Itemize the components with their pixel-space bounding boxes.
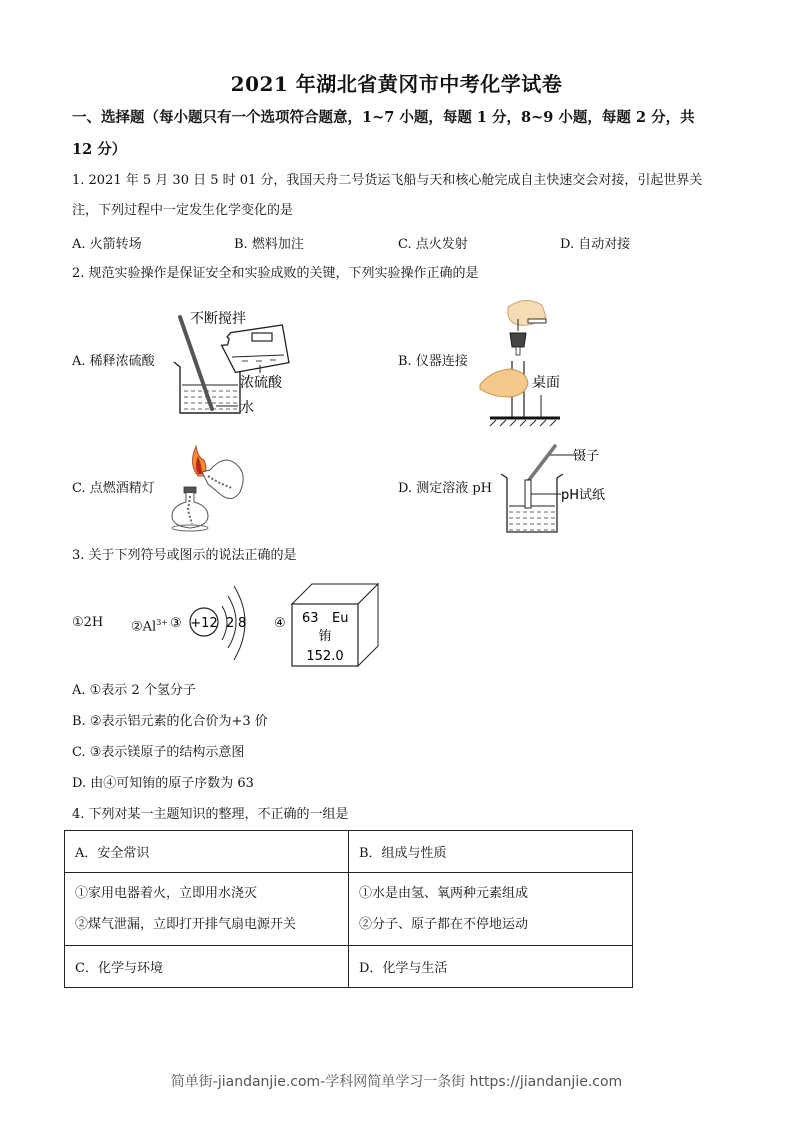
section-heading — [72, 102, 732, 166]
cell-a-item-1: ①家用电器着火，立即用水浇灭 — [75, 886, 258, 901]
element-name: 铕 — [318, 629, 332, 644]
water-label: 水 — [240, 400, 254, 416]
shell-2-electrons: 8 — [238, 616, 247, 631]
tweezers-label: 镊子 — [573, 449, 600, 464]
conc-sulfuric-label: 浓硫酸 — [240, 375, 282, 391]
cell-a-item-2: ②煤气泄漏，立即打开排气扇电源开关 — [75, 917, 297, 932]
q2-option-c-label[interactable]: C. 点燃酒精灯 — [72, 481, 155, 496]
page-title: 2021 年湖北省黄冈市中考化学试卷 — [230, 72, 563, 96]
symbol-al-charge: 3+ — [156, 618, 168, 627]
ph-paper-label: pH试纸 — [561, 488, 606, 503]
q2-option-d-label[interactable]: D. 测定溶液 pH — [398, 481, 493, 496]
europium-element-card — [272, 580, 382, 670]
cell-b-item-1: ①水是由氢、氧两种元素组成 — [359, 886, 529, 901]
section-heading-line2: 12 分） — [72, 141, 127, 158]
mark-4: ④ — [274, 616, 286, 631]
cell-b-content — [349, 873, 633, 946]
symbol-al-text: ②Al — [131, 619, 157, 635]
q3-option-a[interactable]: A. ①表示 2 个氢分子 — [72, 683, 196, 698]
cell-b-item-2: ②分子、原子都在不停地运动 — [359, 917, 529, 932]
cell-b-title: B．组成与性质 — [349, 831, 633, 873]
measure-ph-figure — [495, 442, 620, 537]
q1-option-b[interactable]: B. 燃料加注 — [234, 237, 304, 252]
atomic-number: 63 — [302, 611, 319, 626]
q4-stem: 4. 下列对某一主题知识的整理，不正确的一组是 — [72, 807, 349, 822]
mark-3: ③ — [170, 616, 182, 631]
cell-a-content — [65, 873, 349, 946]
cell-d-title: D．化学与生活 — [349, 946, 633, 988]
atomic-mass: 152.0 — [306, 649, 344, 664]
symbol-al3 — [131, 614, 168, 636]
q2-option-b-label[interactable]: B. 仪器连接 — [398, 354, 468, 369]
cell-c-title: C．化学与环境 — [65, 946, 349, 988]
alcohol-lamp-figure — [162, 440, 252, 535]
q1-stem-line2: 注，下列过程中一定发生化学变化的是 — [72, 203, 294, 218]
q1-option-d[interactable]: D. 自动对接 — [560, 237, 631, 252]
element-symbol: Eu — [332, 611, 349, 626]
magnesium-atom-structure — [168, 582, 273, 664]
q3-option-b[interactable]: B. ②表示铝元素的化合价为+3 价 — [72, 714, 268, 729]
cell-a-title: A．安全常识 — [65, 831, 349, 873]
q1-option-c[interactable]: C. 点火发射 — [398, 237, 468, 252]
shell-1-electrons: 2 — [226, 616, 235, 631]
q3-option-c[interactable]: C. ③表示镁原子的结构示意图 — [72, 745, 245, 760]
section-heading-line1: 一、选择题（每小题只有一个选项符合题意，1~7 小题，每题 1 分，8~9 小题，每题 2 分，共 — [72, 109, 695, 126]
nucleus-charge: +12 — [190, 616, 218, 631]
table-label: 桌面 — [532, 375, 560, 391]
q1-options — [72, 233, 672, 253]
q4-table — [64, 830, 633, 988]
q2-option-a-label[interactable]: A. 稀释浓硫酸 — [72, 354, 155, 369]
q1-stem-line1: 1. 2021 年 5 月 30 日 5 时 01 分，我国天舟二号货运飞船与天和核心舱完成自主快速交会对接，引起世界关 — [72, 173, 703, 188]
q1-option-a[interactable]: A. 火箭转场 — [72, 237, 142, 252]
q2-stem: 2. 规范实验操作是保证安全和实验成败的关键，下列实验操作正确的是 — [72, 266, 479, 281]
footer-watermark: 简单街-jiandanjie.com-学科网简单学习一条街 https://jiandanjie.com — [170, 1074, 623, 1090]
q3-option-d[interactable]: D. 由④可知铕的原子序数为 63 — [72, 776, 254, 791]
dilute-sulfuric-acid-figure — [160, 305, 300, 420]
q3-stem: 3. 关于下列符号或图示的说法正确的是 — [72, 548, 297, 563]
stir-label: 不断搅拌 — [190, 311, 246, 327]
symbol-2h: ①2H — [72, 615, 104, 630]
connect-instrument-figure — [470, 297, 580, 427]
